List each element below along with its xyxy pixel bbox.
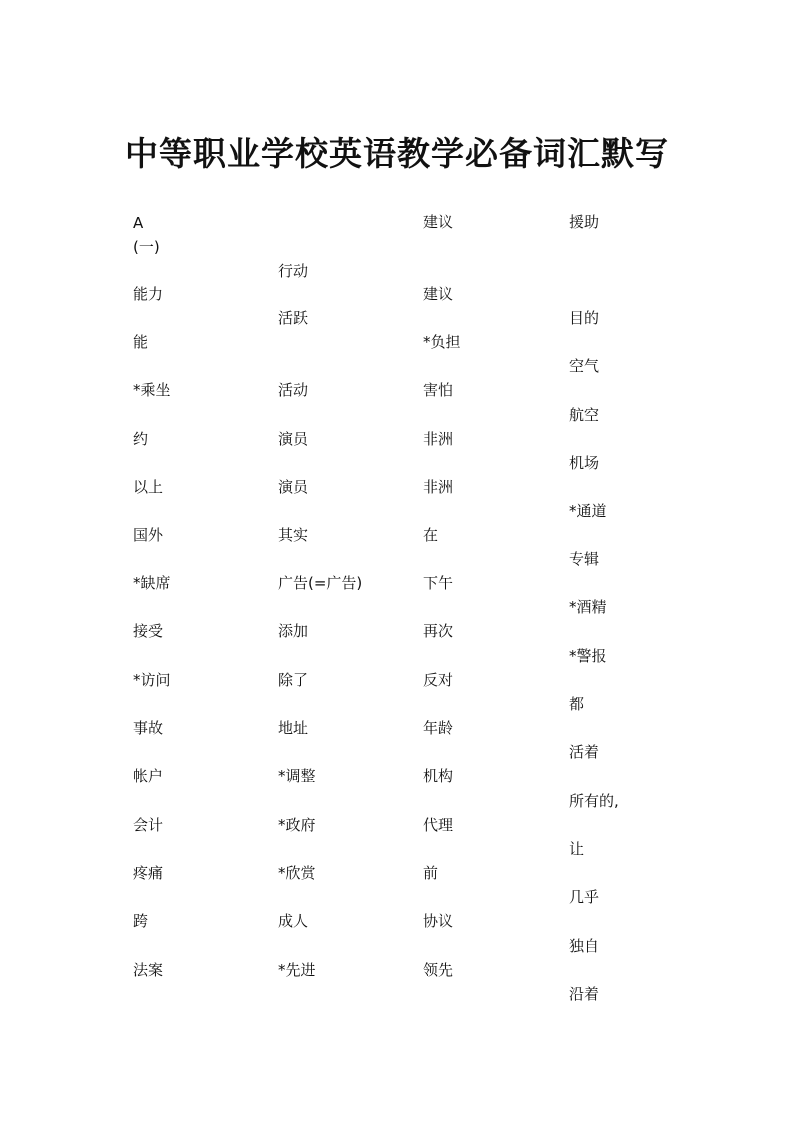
- vocab-word: 帐户: [133, 767, 164, 785]
- page-title: 中等职业学校英语教学必备词汇默写: [125, 134, 669, 173]
- vocab-word: *缺席: [133, 574, 171, 592]
- vocab-word: 成人: [278, 912, 309, 930]
- vocab-word: 让: [569, 840, 585, 858]
- vocab-word: *政府: [278, 816, 316, 834]
- vocab-word: 法案: [133, 961, 164, 979]
- section-number: (一): [133, 238, 160, 256]
- vocab-word: 能力: [133, 285, 164, 303]
- vocab-word: 反对: [423, 671, 454, 689]
- vocab-word: 行动: [278, 262, 309, 280]
- section-letter: A: [133, 214, 144, 232]
- vocab-word: 几乎: [569, 888, 600, 906]
- vocab-word: *负担: [423, 333, 461, 351]
- vocab-word: 约: [133, 430, 149, 448]
- vocab-word: 航空: [569, 406, 600, 424]
- vocab-word: 演员: [278, 430, 309, 448]
- vocab-word: *警报: [569, 647, 607, 665]
- vocab-word: *访问: [133, 671, 171, 689]
- vocab-word: 跨: [133, 912, 149, 930]
- vocab-word: 再次: [423, 622, 454, 640]
- vocab-word: *酒精: [569, 598, 607, 616]
- vocab-word: 除了: [278, 671, 309, 689]
- vocab-word: 害怕: [423, 381, 454, 399]
- vocab-word: 专辑: [569, 550, 600, 568]
- vocab-word: 机构: [423, 767, 454, 785]
- vocab-word: 地址: [278, 719, 309, 737]
- vocab-word: 广告(=广告): [278, 574, 363, 592]
- vocab-word: 协议: [423, 912, 454, 930]
- vocab-word: 建议: [423, 213, 454, 231]
- vocab-word: 添加: [278, 622, 309, 640]
- vocab-word: 非洲: [423, 478, 454, 496]
- vocab-word: *调整: [278, 767, 316, 785]
- vocab-word: 活着: [569, 743, 600, 761]
- vocab-word: 以上: [133, 478, 164, 496]
- vocab-word: 沿着: [569, 985, 600, 1003]
- vocab-word: 下午: [423, 574, 454, 592]
- vocab-word: 目的: [569, 309, 600, 327]
- vocab-word: 接受: [133, 622, 164, 640]
- vocab-word: 演员: [278, 478, 309, 496]
- vocab-word: 空气: [569, 357, 600, 375]
- vocab-word: 活跃: [278, 309, 309, 327]
- vocab-word: 活动: [278, 381, 309, 399]
- vocab-word: 所有的,: [569, 792, 619, 810]
- vocab-word: 领先: [423, 961, 454, 979]
- vocab-word: 能: [133, 333, 149, 351]
- vocab-word: *通道: [569, 502, 607, 520]
- vocab-word: 都: [569, 695, 585, 713]
- vocab-word: 疼痛: [133, 864, 164, 882]
- vocab-word: 前: [423, 864, 439, 882]
- vocab-word: 代理: [423, 816, 454, 834]
- vocab-word: 会计: [133, 816, 164, 834]
- vocab-word: 独自: [569, 937, 600, 955]
- vocab-word: 援助: [569, 213, 600, 231]
- vocab-word: 事故: [133, 719, 164, 737]
- vocab-word: 在: [423, 526, 439, 544]
- vocab-word: 年龄: [423, 719, 454, 737]
- vocab-word: 国外: [133, 526, 164, 544]
- vocab-word: *先进: [278, 961, 316, 979]
- vocab-word: 其实: [278, 526, 309, 544]
- vocab-word: *欣赏: [278, 864, 316, 882]
- vocab-word: 非洲: [423, 430, 454, 448]
- vocab-word: 机场: [569, 454, 600, 472]
- vocab-word: 建议: [423, 285, 454, 303]
- vocab-word: *乘坐: [133, 381, 171, 399]
